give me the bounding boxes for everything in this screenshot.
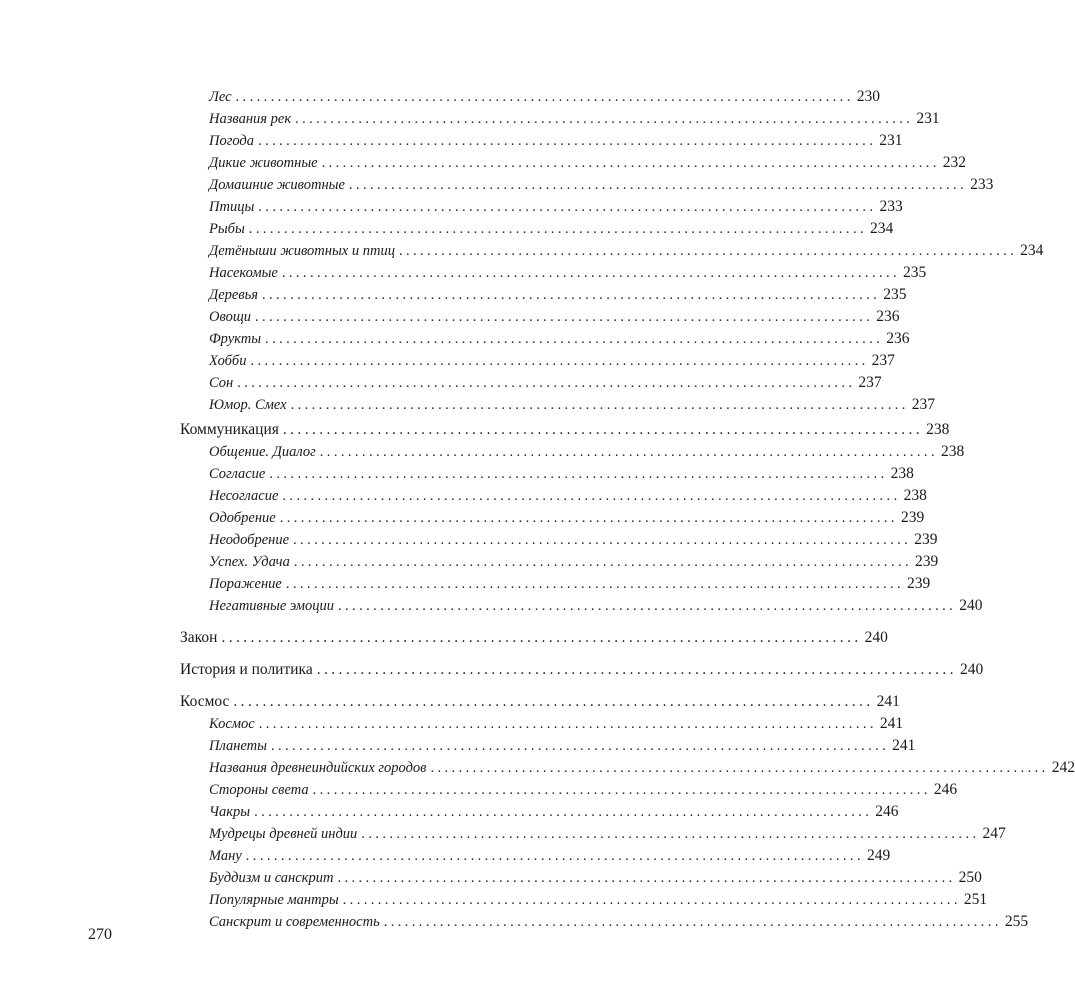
toc-entry-title: Рыбы [209, 221, 245, 237]
toc-entry [180, 372, 882, 394]
toc-entry-title: Птицы [209, 199, 255, 215]
toc-section-title: Закон [180, 629, 218, 646]
toc-entry-page: 235 [903, 264, 927, 281]
toc-entry-page: 247 [982, 825, 1006, 842]
dot-leader: ........................................................................................ [383, 914, 1002, 930]
toc-entry [180, 757, 1075, 779]
toc-entry [180, 174, 994, 196]
toc-entry [180, 152, 967, 174]
toc-entry [180, 595, 983, 617]
toc-entry [180, 441, 965, 463]
toc-entry [180, 350, 895, 372]
toc-entry [180, 573, 931, 595]
toc-entry-page: 234 [1020, 242, 1044, 259]
toc-entry [180, 108, 940, 130]
toc-entry [180, 130, 903, 152]
dot-leader: ........................................................................................ [338, 598, 957, 614]
toc-entry-page: 241 [879, 715, 904, 732]
toc-entry [180, 845, 891, 867]
dot-leader: ........................................................................................ [269, 466, 888, 482]
toc-entry-page: 242 [1051, 759, 1075, 776]
dot-leader: ........................................................................................ [254, 804, 873, 820]
toc-entry-page: 238 [890, 465, 914, 482]
toc-entry [180, 551, 939, 573]
toc-entry-page: 233 [879, 198, 903, 215]
toc-entry [180, 284, 907, 306]
toc-entry-page: 239 [907, 575, 931, 592]
toc-entry-page: 250 [958, 869, 982, 886]
toc-entry [180, 328, 910, 350]
toc-entry-title: Стороны света [209, 782, 309, 798]
toc-entry [180, 507, 925, 529]
toc-entry-page: 255 [1004, 913, 1029, 930]
toc-entry-title: Согласие [209, 466, 266, 482]
toc-entry-title: Санскрит и современность [209, 914, 380, 930]
toc-entry-title: Сон [209, 375, 234, 391]
dot-leader: ........................................................................................ [258, 716, 877, 732]
toc-entry [180, 196, 903, 218]
dot-leader: ........................................................................................ [265, 331, 884, 347]
toc-section-page: 240 [959, 661, 984, 678]
toc-entry [180, 889, 988, 911]
dot-leader: ........................................................................................ [398, 243, 1018, 259]
dot-leader: ........................................................................................ [282, 488, 901, 504]
dot-leader: ........................................................................................ [221, 629, 862, 646]
toc-entry [180, 801, 899, 823]
toc-section [180, 627, 888, 649]
dot-leader: ........................................................................................ [348, 177, 968, 193]
dot-leader: ........................................................................................ [270, 738, 890, 754]
toc-entry-title: Негативные эмоции [209, 598, 334, 614]
toc-section-page: 241 [876, 693, 900, 710]
toc-entry [180, 306, 900, 328]
dot-leader: ........................................................................................ [245, 848, 864, 864]
toc-section [180, 691, 900, 713]
toc-section-title: Космос [180, 693, 230, 710]
toc-entry [180, 240, 1044, 262]
toc-entry-title: Домашние животные [209, 177, 345, 193]
toc-entry-title: Деревья [209, 287, 258, 303]
toc-entry-page: 246 [875, 803, 899, 820]
toc-entry-page: 232 [942, 154, 967, 171]
toc-entry-title: Неодобрение [209, 532, 290, 548]
toc-entry-page: 251 [963, 891, 988, 908]
dot-leader: ........................................................................................ [255, 309, 874, 325]
toc-entry-title: Чакры [209, 804, 251, 820]
toc-entry-title: Погода [209, 133, 255, 149]
toc-entry-page: 239 [915, 553, 939, 570]
toc-entry-title: Детёныши животных и птиц [209, 243, 395, 259]
toc-entry-page: 249 [866, 847, 891, 864]
dot-leader: ........................................................................................ [258, 133, 877, 149]
toc-entry-title: Названия древнеиндийских городов [209, 760, 427, 776]
dot-leader: ........................................................................................ [279, 510, 898, 526]
toc-entry-page: 246 [933, 781, 958, 798]
toc-entry-page: 231 [879, 132, 903, 149]
page-number: 270 [88, 926, 112, 943]
toc-entry-title: Успех. Удача [209, 554, 290, 570]
dot-leader: ........................................................................................ [342, 892, 961, 908]
toc-entry [180, 86, 880, 108]
toc-entry [180, 463, 914, 485]
toc-entry [180, 394, 936, 416]
toc-entry-page: 237 [858, 374, 882, 391]
dot-leader: ........................................................................................ [361, 826, 980, 842]
toc-section [180, 659, 984, 681]
dot-leader: ........................................................................................ [319, 444, 938, 460]
dot-leader: ........................................................................................ [237, 375, 856, 391]
toc-entry [180, 823, 1006, 845]
dot-leader: ........................................................................................ [312, 782, 931, 798]
toc-section-page: 240 [864, 629, 888, 646]
toc-section-title: История и политика [180, 661, 313, 678]
toc-entry-page: 238 [940, 443, 965, 460]
toc-entry-page: 240 [959, 597, 983, 614]
toc-entry-page: 239 [900, 509, 925, 526]
toc-entry-title: Хобби [209, 353, 247, 369]
dot-leader: ........................................................................................ [281, 265, 901, 281]
toc-entry [180, 485, 927, 507]
toc-entry-title: Насекомые [209, 265, 278, 281]
dot-leader: ........................................................................................ [248, 221, 867, 237]
toc-entry-title: Космос [209, 716, 255, 732]
toc-entry-page: 230 [856, 88, 880, 105]
toc-entry [180, 911, 1029, 933]
dot-leader: ........................................................................................ [285, 576, 905, 592]
dot-leader: ........................................................................................ [337, 870, 956, 886]
toc-entry-title: Мудрецы древней индии [209, 826, 358, 842]
toc-entry [180, 779, 958, 801]
toc-entry-page: 238 [903, 487, 927, 504]
dot-leader: ........................................................................................ [430, 760, 1049, 776]
toc-entry-page: 241 [892, 737, 916, 754]
dot-leader: ........................................................................................ [316, 661, 957, 678]
toc-entry-page: 237 [911, 396, 936, 413]
dot-leader: ........................................................................................ [235, 89, 854, 105]
dot-leader: ........................................................................................ [321, 155, 940, 171]
toc-entry-page: 235 [883, 286, 907, 303]
toc-entry-title: Названия рек [209, 111, 292, 127]
toc-entry-page: 231 [916, 110, 940, 127]
toc-entry-page: 233 [970, 176, 994, 193]
dot-leader: ........................................................................................ [293, 532, 912, 548]
toc-entry-title: Общение. Диалог [209, 444, 316, 460]
toc-entry-title: Планеты [209, 738, 267, 754]
toc-entry-title: Популярные мантры [209, 892, 339, 908]
toc-entry-title: Фрукты [209, 331, 262, 347]
dot-leader: ........................................................................................ [250, 353, 869, 369]
toc-entry-page: 236 [886, 330, 910, 347]
toc-entry-title: Лес [209, 89, 232, 105]
toc-entry-page: 239 [914, 531, 938, 548]
dot-leader: ........................................................................................ [282, 421, 924, 438]
toc-entry-title: Ману [209, 848, 242, 864]
toc-entry [180, 529, 938, 551]
toc-entry-title: Буддизм и санскрит [209, 870, 334, 886]
toc-entry-page: 234 [870, 220, 894, 237]
toc-entry-page: 236 [876, 308, 900, 325]
toc-section-title: Коммуникация [180, 421, 279, 438]
dot-leader: ........................................................................................ [295, 111, 914, 127]
toc-entry [180, 218, 894, 240]
dot-leader: ........................................................................................ [258, 199, 877, 215]
dot-leader: ........................................................................................ [261, 287, 881, 303]
toc-entry-title: Одобрение [209, 510, 276, 526]
dot-leader: ........................................................................................ [233, 693, 874, 710]
table-of-contents [180, 86, 1075, 933]
toc-entry-title: Овощи [209, 309, 252, 325]
toc-entry [180, 713, 904, 735]
toc-entry [180, 735, 916, 757]
toc-entry-page: 237 [871, 352, 895, 369]
dot-leader: ........................................................................................ [293, 554, 913, 570]
toc-entry-title: Поражение [209, 576, 282, 592]
toc-section-page: 238 [926, 421, 950, 438]
toc-section [180, 419, 950, 441]
toc-entry [180, 262, 927, 284]
toc-entry-title: Юмор. Смех [209, 397, 287, 413]
toc-entry-title: Несогласие [209, 488, 279, 504]
toc-entry-title: Дикие животные [209, 155, 318, 171]
dot-leader: ........................................................................................ [290, 397, 909, 413]
toc-entry [180, 867, 982, 889]
